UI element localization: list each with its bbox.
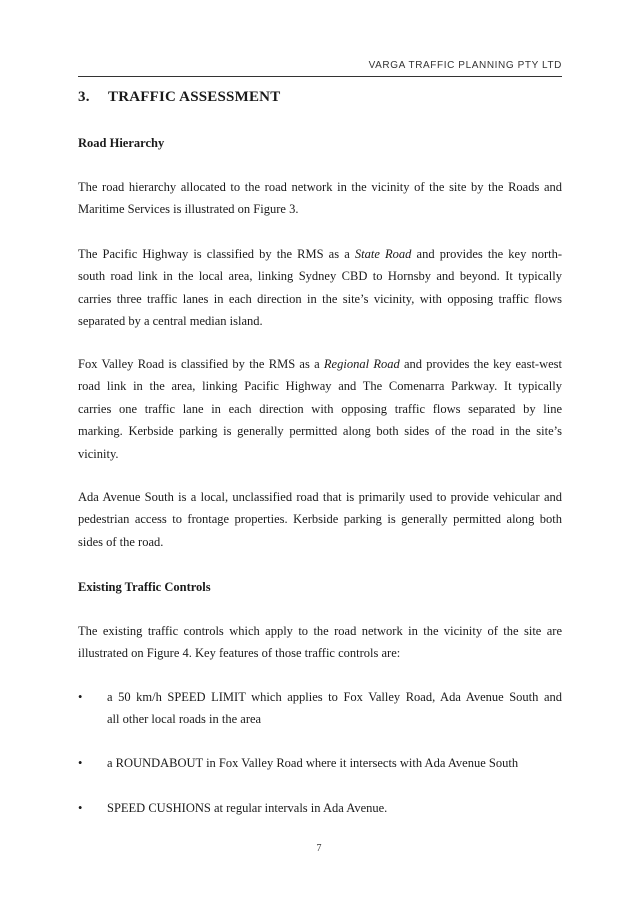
page-number: 7 (316, 843, 322, 854)
text-line: pedestrian access to frontage properties. Kerbside parking is generally permitted along both (78, 512, 562, 527)
text-line: illustrated on Figure 4. Key features of those traffic controls are: (78, 646, 401, 661)
text-line: carries three traffic lanes in each direction in the site’s vicinity, with opposing traffic flows (78, 291, 562, 306)
bullet-glyph: • (78, 690, 83, 704)
road-hierarchy-heading: Road Hierarchy (78, 136, 165, 150)
text-line: all other local roads in the area (107, 712, 262, 727)
text-line: carries one traffic lane in each direction with opposing traffic flows separated by line (78, 401, 562, 416)
bullet-glyph: • (78, 801, 83, 815)
traffic-controls-intro (78, 620, 562, 665)
text-line: sides of the road. (78, 534, 164, 549)
text-line: The road hierarchy allocated to the road network in the vicinity of the site by the Roads and (78, 180, 562, 194)
text-line: marking. Kerbside parking is generally permitted along both sides of the road in the site’s (78, 424, 562, 439)
text-span: The Pacific Highway is classified by the RMS as a (78, 247, 355, 261)
ada-avenue-paragraph (78, 486, 562, 553)
pacific-highway-paragraph (78, 243, 562, 333)
bullet-text (107, 686, 562, 731)
text-line: separated by a central median island. (78, 314, 263, 329)
text-line: a 50 km/h SPEED LIMIT which applies to Fox Valley Road, Ada Avenue South and (107, 690, 562, 704)
bullet-text (107, 797, 562, 819)
fox-valley-road-paragraph (78, 353, 562, 465)
header-rule (78, 76, 562, 77)
text-span: and provides the key east-west (399, 357, 562, 371)
bullet-text (107, 752, 562, 774)
road-class-emphasis: Regional Road (323, 357, 400, 371)
road-class-emphasis: State Road (354, 247, 412, 261)
road-hierarchy-paragraph-1 (78, 176, 562, 221)
text-line: Maritime Services is illustrated on Figure 3. (78, 202, 299, 217)
text-line (78, 243, 562, 265)
text-line: vicinity. (78, 446, 119, 461)
text-line: south road link in the local area, linking Sydney CBD to Hornsby and beyond. It typically (78, 269, 562, 284)
text-line (78, 353, 562, 375)
text-line: road link in the area, linking Pacific Highway and The Comenarra Parkway. It typically (78, 379, 562, 394)
section-title-text: TRAFFIC ASSESSMENT (108, 89, 281, 105)
traffic-controls-heading: Existing Traffic Controls (78, 580, 211, 594)
text-line: a ROUNDABOUT in Fox Valley Road where it intersects with Ada Avenue South (107, 756, 519, 770)
bullet-glyph: • (78, 756, 83, 770)
section-title (78, 89, 280, 106)
text-line: SPEED CUSHIONS at regular intervals in Ada Avenue. (107, 801, 388, 815)
section-number: 3. (78, 89, 90, 105)
text-line: Ada Avenue South is a local, unclassified road that is primarily used to provide vehicular and (78, 490, 562, 504)
text-line: The existing traffic controls which apply to the road network in the vicinity of the site are (78, 624, 562, 638)
text-span: and provides the key north- (411, 247, 562, 261)
running-header: VARGA TRAFFIC PLANNING PTY LTD (368, 60, 562, 71)
text-span: Fox Valley Road is classified by the RMS as a (78, 357, 324, 371)
